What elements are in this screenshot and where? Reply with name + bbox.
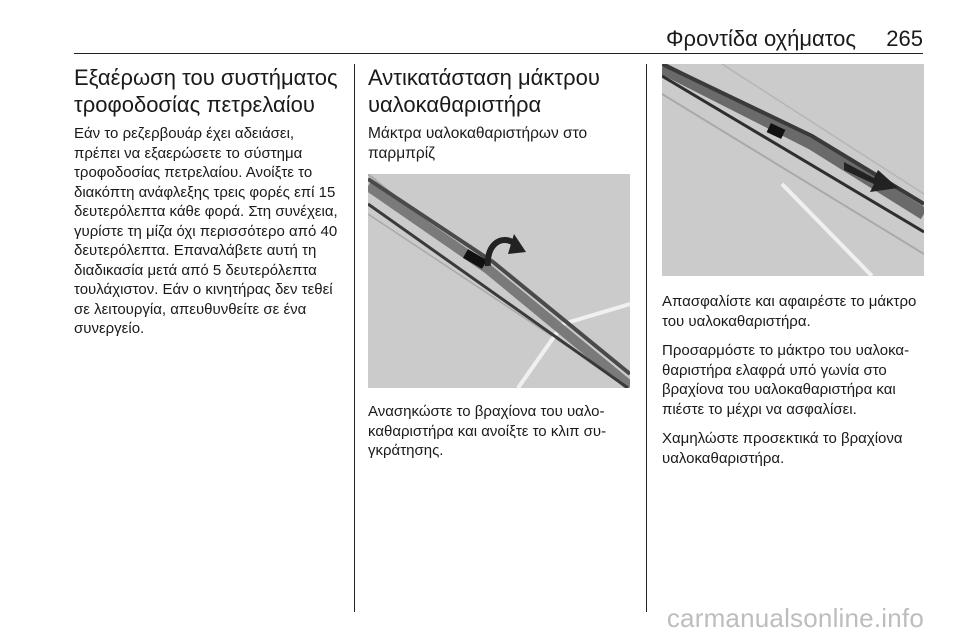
header-rule: [74, 53, 923, 54]
windscreen-wipers-subheading: Μάκτρα υαλοκαθαριστήρων στο παρμπρίζ: [368, 125, 588, 162]
wiper-arm-illustration: [368, 174, 630, 388]
fuel-bleeding-body: Εάν το ρεζερβουάρ έχει αδειάσει, πρέπει να εξαερώσετε το σύστημα τροφοδοσίας πετρελαίου. Ανοίξτε το διακόπτη ανάφλεξης τρεις φορές επί 15 δευτερόλεπτα κάθε φορά. Στη συνέχεια, γυρίστε τη μίζα όχι περισσότερο από 40 δευτερόλεπτα. Επαναλάβετε αυτή τη διαδικασία μετά από 5 δευτερόλεπτα τουλάχιστον. Εάν ο κινητήρας δεν τεθεί σε λειτουργία, απευθυνθείτε σε ένα συνεργείο.: [74, 125, 338, 337]
column-wiper-steps: [662, 64, 924, 478]
column-divider-right: [646, 64, 647, 612]
page-header: [0, 0, 960, 56]
lower-arm-step: Χαμηλώστε προσεκτικά το βραχίονα υαλοκαθαριστήρα.: [662, 430, 903, 467]
lift-arm-caption: Ανασηκώστε το βραχίονα του υαλοκαθαριστήρα και ανοίξτε το κλιπ συγκράτησης.: [368, 403, 607, 459]
fuel-bleeding-heading: Εξαέρωση του συστήματος τροφοδοσίας πετρελαίου: [74, 65, 338, 117]
watermark: carmanualsonline.info: [666, 603, 924, 633]
section-title: Φροντίδα οχήματος: [666, 26, 856, 51]
unlock-remove-step: Απασφαλίστε και αφαιρέστε το μάκτρο του υαλοκαθαριστήρα.: [662, 293, 917, 330]
page-number: 265: [886, 26, 923, 51]
column-wiper-replacement: [368, 64, 634, 471]
wiper-replacement-heading: Αντικατάσταση μάκτρου υαλοκαθαριστήρα: [368, 65, 600, 117]
wiper-blade-removal-illustration: [662, 64, 924, 276]
column-divider-left: [354, 64, 355, 612]
column-fuel-bleeding: [74, 64, 342, 349]
fit-blade-step: Προσαρμόστε το μάκτρο του υαλοκαθαριστήρα ελαφρά υπό γωνία στο βραχίονα του υαλοκαθαριστήρα και πιέστε το μέχρι να ασφαλίσει.: [662, 342, 910, 418]
